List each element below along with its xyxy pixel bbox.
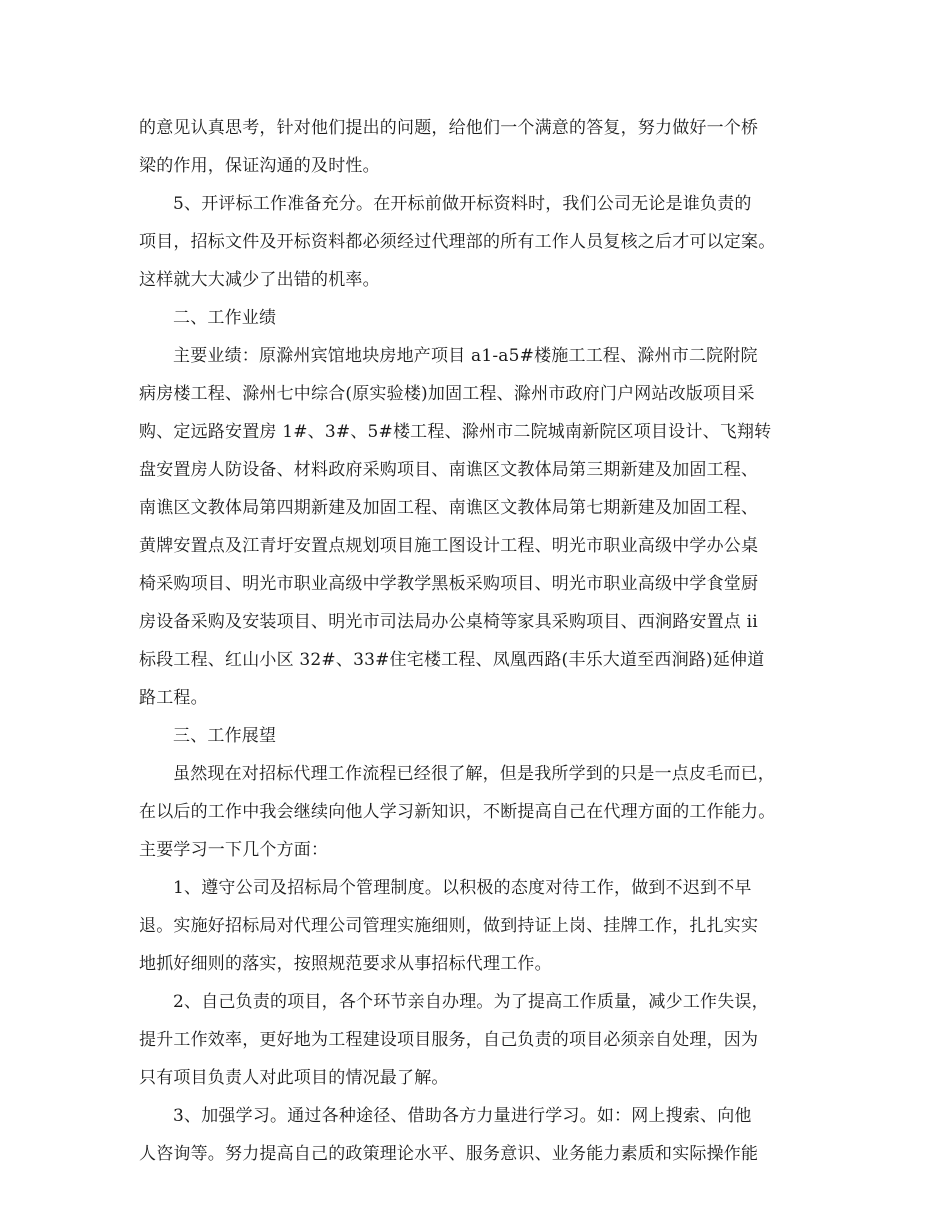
text-line: 虽然现在对招标代理工作流程已经很了解，但是我所学到的只是一点皮毛而已，: [173, 764, 775, 784]
text-line: 5、开评标工作准备充分。在开标前做开标资料时，我们公司无论是谁负责的: [173, 194, 752, 214]
text-line: 的意见认真思考，针对他们提出的问题，给他们一个满意的答复，努力做好一个桥: [139, 118, 759, 138]
text-line: 南谯区文教体局第四期新建及加固工程、南谯区文教体局第七期新建及加固工程、: [139, 498, 759, 518]
text-line: 3、加强学习。通过各种途径、借助各方力量进行学习。如：网上搜索、向他: [173, 1106, 752, 1126]
text-line: 在以后的工作中我会继续向他人学习新知识，不断提高自己在代理方面的工作能力。: [139, 802, 776, 822]
text-line: 项目，招标文件及开标资料都必须经过代理部的所有工作人员复核之后才可以定案。: [139, 232, 776, 252]
text-line: 1、遵守公司及招标局个管理制度。以积极的态度对待工作，做到不迟到不早: [173, 878, 752, 898]
text-line: 这样就大大减少了出错的机率。: [139, 270, 380, 290]
text-line: 地抓好细则的落实，按照规范要求从事招标代理工作。: [139, 954, 552, 974]
text-line: 椅采购项目、明光市职业高级中学教学黑板采购项目、明光市职业高级中学食堂厨: [139, 574, 759, 594]
text-line: 购、定远路安置房 1#、3#、5#楼工程、滁州市二院城南新院区项目设计、飞翔转: [139, 422, 772, 442]
text-line: 病房楼工程、滁州七中综合(原实验楼)加固工程、滁州市政府门户网站改版项目采: [139, 384, 755, 404]
text-line: 梁的作用，保证沟通的及时性。: [139, 156, 380, 176]
text-line: 标段工程、红山小区 32#、33#住宅楼工程、凤凰西路(丰乐大道至西涧路)延伸道: [139, 650, 765, 670]
text-line: 三、工作展望: [173, 726, 277, 746]
text-line: 人咨询等。努力提高自己的政策理论水平、服务意识、业务能力素质和实际操作能: [139, 1144, 759, 1164]
text-line: 退。实施好招标局对代理公司管理实施细则，做到持证上岗、挂牌工作，扎扎实实: [139, 916, 759, 936]
text-line: 只有项目负责人对此项目的情况最了解。: [139, 1068, 449, 1088]
document-body: [139, 109, 819, 1173]
text-line: 房设备采购及安装项目、明光市司法局办公桌椅等家具采购项目、西涧路安置点 ii: [139, 612, 758, 632]
text-line: 2、自己负责的项目，各个环节亲自办理。为了提高工作质量，减少工作失误，: [173, 992, 769, 1012]
text-line: 主要学习一下几个方面：: [139, 840, 329, 860]
text-line: 黄牌安置点及江青圩安置点规划项目施工图设计工程、明光市职业高级中学办公桌: [139, 536, 759, 556]
text-line: 主要业绩：原滁州宾馆地块房地产项目 a1-a5#楼施工工程、滁州市二院附院: [173, 346, 758, 366]
text-line: 提升工作效率，更好地为工程建设项目服务，自己负责的项目必须亲自处理，因为: [139, 1030, 759, 1050]
text-line: 二、工作业绩: [173, 308, 277, 328]
text-line: 路工程。: [139, 688, 208, 708]
text-line: 盘安置房人防设备、材料政府采购项目、南谯区文教体局第三期新建及加固工程、: [139, 460, 759, 480]
